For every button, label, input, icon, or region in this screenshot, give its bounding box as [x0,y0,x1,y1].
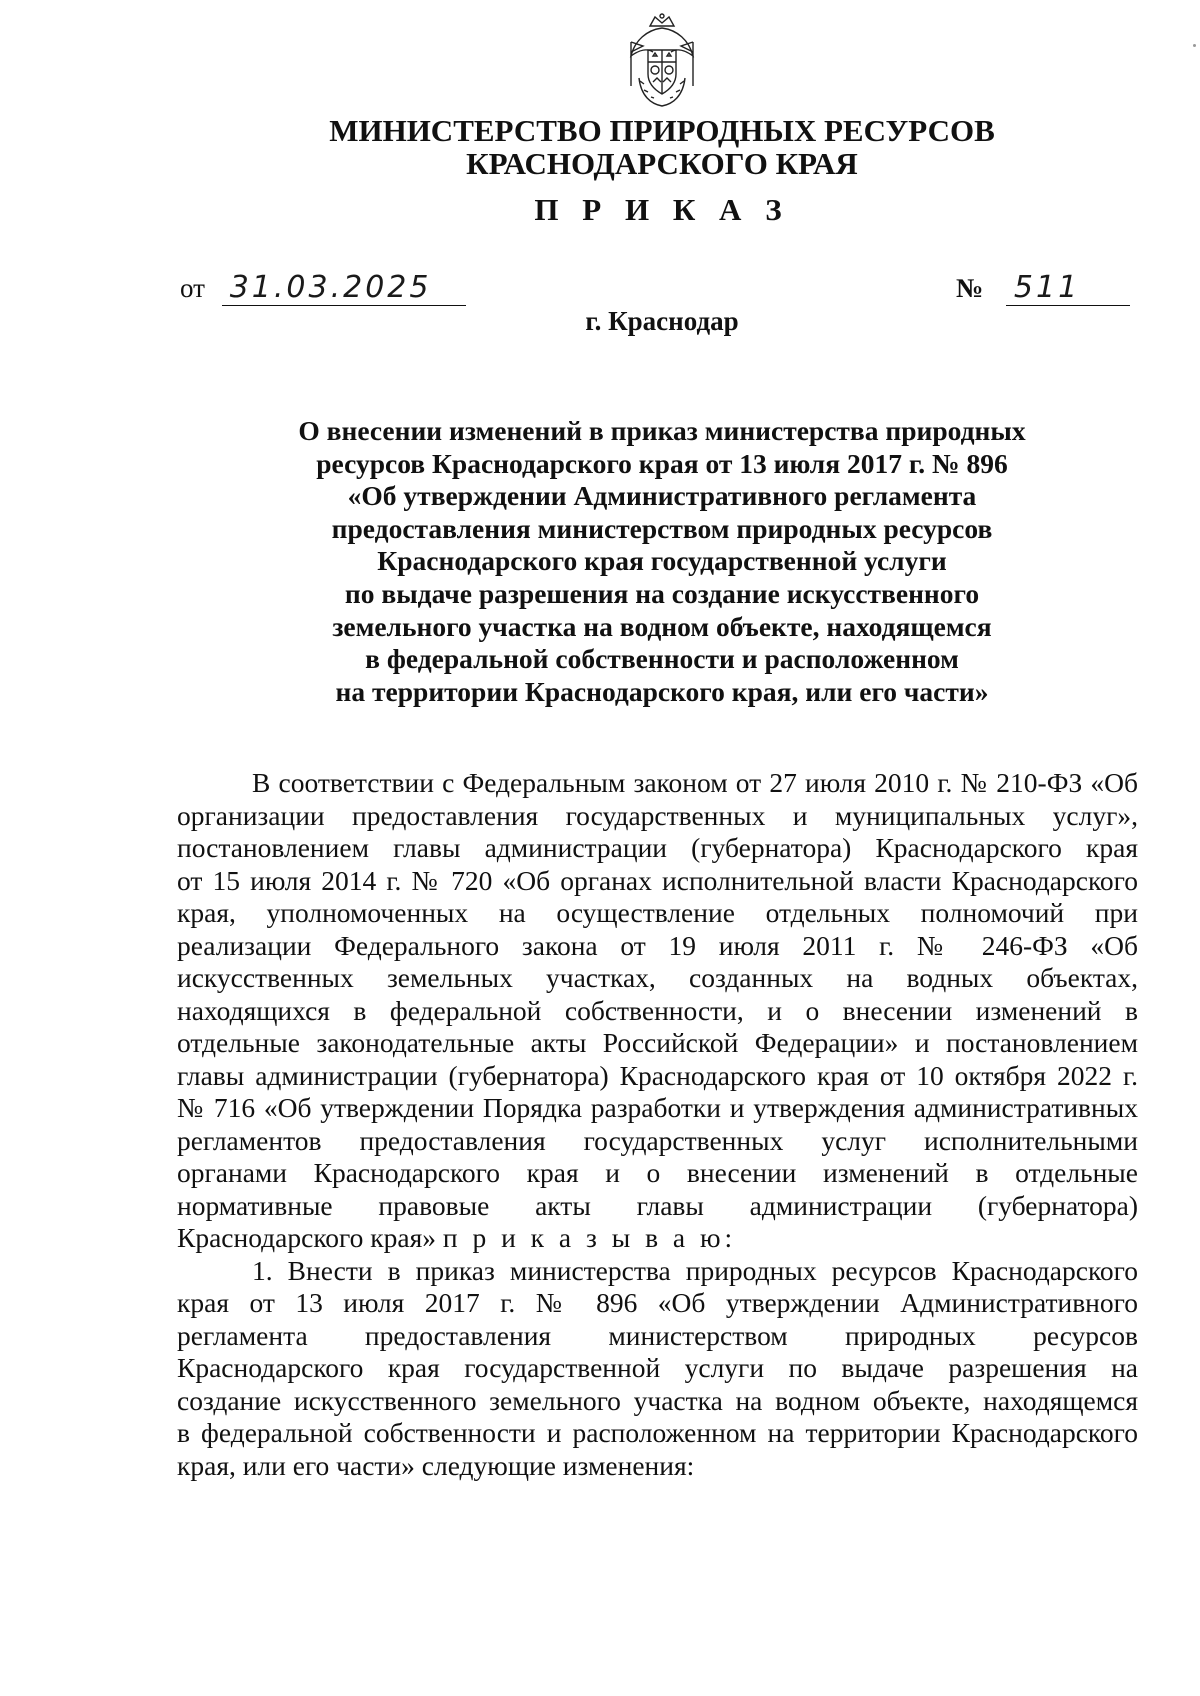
number-prefix: № [956,273,984,303]
handwritten-date: 31.03.2025 [222,270,466,306]
body-line: регламентов предоставления государственных услуг исполнительными [177,1124,1138,1156]
body-line: отдельные законодательные акты Российской Федерации» и постановлением [177,1027,1138,1058]
order-word: п р и к а з ы в а ю: [442,1222,737,1253]
body-line: искусственных земельных участках, созданных на водных объектах, [177,962,1138,993]
number-field [956,270,1130,306]
body-line: края от 13 июля 2017 г. № 896 «Об утверждении Административного [177,1287,1138,1318]
handwritten-number: 511 [1006,270,1130,306]
date-prefix: от [180,273,205,303]
date-field [180,270,466,306]
body-line: организации предоставления государственных и муниципальных услуг», [177,799,1138,831]
document-type-title: П Р И К А З [534,192,790,227]
scan-speck [1193,44,1196,47]
subject-line: Краснодарского края государственной услуги [377,545,947,577]
body-line: реализации Федерального закона от 19 июля 2011 г. № 246-ФЗ «Об [177,929,1138,961]
body-line: постановлением главы администрации (губернатора) Краснодарского края [177,832,1138,863]
subject-line: по выдаче разрешения на создание искусственного [344,577,980,609]
city-line: г. Краснодар [585,306,739,336]
ministry-name-line2: КРАСНОДАРСКОГО КРАЯ [466,146,858,181]
body-line: регламента предоставления министерством природных ресурсов [177,1319,1138,1351]
order-body-text [177,767,1138,1482]
subject-line: «Об утверждении Административного регламента [347,480,977,512]
body-line: в федеральной собственности и расположенном на территории Краснодарского [177,1417,1138,1448]
body-line: 1. Внести в приказ министерства природных ресурсов Краснодарского [252,1254,1138,1286]
body-line: края, уполномоченных на осуществление отдельных полномочий при [177,897,1138,928]
body-line: края, или его части» следующие изменения: [177,1449,695,1481]
subject-line: О внесении изменений в приказ министерства природных [298,415,1026,446]
body-line: Краснодарского края государственной услуги по выдаче разрешения на [177,1352,1138,1383]
subject-line: на территории Краснодарского края, или его части» [335,675,989,707]
body-line: В соответствии с Федеральным законом от 27 июля 2010 г. № 210-ФЗ «Об [252,767,1138,798]
subject-line: в федеральной собственности и расположенном [365,643,959,675]
body-line: нормативные правовые акты главы администрации (губернатора) [177,1189,1138,1221]
body-line: № 716 «Об утверждении Порядка разработки и утверждения административных [177,1092,1138,1123]
body-line: находящихся в федеральной собственности, и о внесении изменений в [177,994,1138,1026]
ministry-name-line1: МИНИСТЕРСТВО ПРИРОДНЫХ РЕСУРСОВ [329,113,995,148]
body-line: органами Краснодарского края и о внесении изменений в отдельные [177,1157,1138,1188]
body-line: создание искусственного земельного участка на водном объекте, находящемся [177,1384,1138,1416]
body-line: Краснодарского края» [177,1222,436,1253]
body-line-closing [177,1222,1138,1255]
subject-line: ресурсов Краснодарского края от 13 июля 2017 г. № 896 [316,447,1008,479]
coat-of-arms-emblem [617,12,707,112]
body-line: главы администрации (губернатора) Краснодарского края от 10 октября 2022 г. [177,1059,1138,1091]
order-subject-title [250,415,1074,708]
subject-line: земельного участка на водном объекте, находящемся [332,610,992,642]
body-line: от 15 июля 2014 г. № 720 «Об органах исполнительной власти Краснодарского [177,864,1138,896]
subject-line: предоставления министерством природных ресурсов [331,512,993,544]
